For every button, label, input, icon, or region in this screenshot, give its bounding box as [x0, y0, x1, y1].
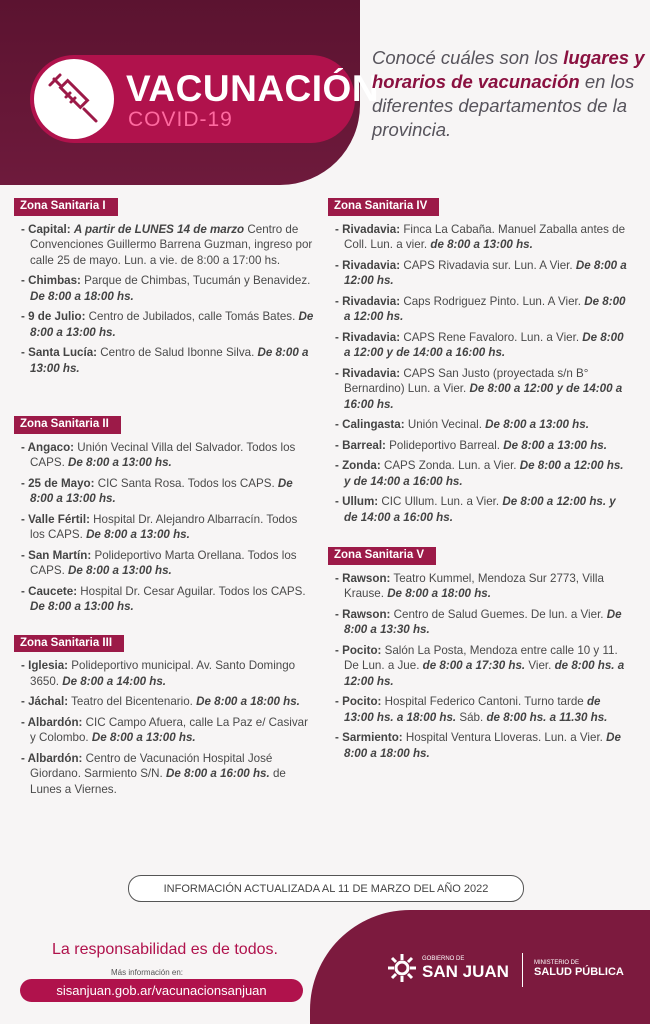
place-name: Albardón:: [27, 715, 83, 729]
intro-segment: lugares y horarios de vacunación: [372, 47, 645, 92]
location-text: Hospital Ventura Lloveras. Lun. a Vier.: [402, 731, 607, 744]
location-text: Caps Rodriguez Pinto. Lun. A Vier.: [400, 294, 585, 308]
schedule-hours: De 8:00 a 18:00 hs.: [196, 695, 300, 708]
location-text: Centro de Jubilados, calle Tomás Bates.: [85, 310, 299, 323]
san-juan-sun-icon: [386, 952, 418, 984]
place-name: San Martín:: [28, 548, 92, 562]
schedule-hours: de 13:00 hs. a 18:00 hs.: [344, 695, 601, 724]
zone-section: [328, 198, 628, 525]
schedule-hours: De 8:00 a 13:30 hs.: [344, 607, 622, 636]
location-text: Teatro del Bicentenario.: [68, 695, 197, 708]
place-name: Pocito:: [342, 643, 382, 657]
location-text: Polideportivo Marta Orellana. Todos los CAPS.: [30, 548, 297, 577]
schedule-hours: de 8:00 a 13:00 hs.: [430, 238, 533, 251]
schedule-hours: De 8:00 a 13:00 hs.: [30, 600, 134, 613]
place-name: Albardón:: [27, 751, 83, 765]
left-column: [14, 198, 314, 804]
location-text: Centro de Salud Guemes. De lun. a Vier.: [390, 607, 607, 621]
location-text: Hospital Federico Cantoni. Turno tarde: [381, 695, 587, 708]
schedule-hours: De 8:00 a 13:00 hs.: [30, 346, 309, 375]
place-name: Rawson:: [342, 607, 391, 621]
place-name: Rawson:: [342, 571, 391, 585]
schedule-hours: De 8:00 a 13:00 hs.: [30, 310, 314, 339]
location-entry: - Rawson: Teatro Kummel, Mendoza Sur 2773, Villa Krause. De 8:00 a 18:00 hs.: [335, 571, 604, 600]
zone-label: Zona Sanitaria II: [14, 416, 121, 434]
location-text: CAPS Zonda. Lun. a Vier.: [380, 459, 520, 472]
location-entry: - Calingasta: Unión Vecinal. De 8:00 a 13:00 hs.: [335, 418, 589, 431]
location-entry: - Ullum: CIC Ullum. Lun. a Vier. De 8:00 a 12:00 hs. y de 14:00 a 16:00 hs.: [335, 495, 616, 524]
schedule-hours: De 8:00 a 18:00 hs.: [387, 587, 491, 600]
schedule-hours: De 8:00 a 13:00 hs.: [68, 564, 172, 577]
responsibility-slogan: La responsabilidad es de todos.: [52, 941, 278, 958]
place-name: Rivadavia:: [342, 366, 401, 380]
schedule-hours: de 8:00 a 17:30 hs.: [422, 659, 526, 672]
location-entry: - Iglesia: Polideportivo municipal. Av. Santo Domingo 3650. De 8:00 a 14:00 hs.: [21, 659, 296, 688]
update-notice: INFORMACIÓN ACTUALIZADA AL 11 DE MARZO DEL AÑO 2022: [128, 875, 524, 902]
location-text: Sáb.: [456, 710, 487, 724]
place-name: Rivadavia:: [342, 222, 401, 236]
location-entry: - Albardón: CIC Campo Afuera, calle La Paz e/ Casivar y Colombo. De 8:00 a 13:00 hs.: [21, 715, 308, 744]
intro-text: [372, 46, 647, 142]
location-text: CIC Ullum. Lun. a Vier.: [378, 495, 503, 508]
location-text: Hospital Dr. Cesar Aguilar. Todos los CAPS.: [77, 584, 306, 598]
location-entry: - Santa Lucía: Centro de Salud Ibonne Silva. De 8:00 a 13:00 hs.: [21, 346, 309, 375]
san-juan-logo: [386, 952, 509, 984]
location-entry: - Sarmiento: Hospital Ventura Lloveras. Lun. a Vier. De 8:00 a 18:00 hs.: [335, 731, 621, 760]
right-column: [328, 198, 628, 768]
page-title: VACUNACIÓN: [126, 68, 380, 109]
location-text: Centro de Convenciones Guillermo Barrena Guzman, ingreso por calle 25 de mayo. Lun. a vie. de 8:00 a 17:00 hs.: [30, 222, 313, 267]
page-subtitle: COVID-19: [128, 108, 233, 131]
location-entry: - 25 de Mayo: CIC Santa Rosa. Todos los CAPS. De 8:00 a 13:00 hs.: [21, 476, 293, 505]
schedule-hours: A partir de LUNES 14 de marzo: [73, 222, 245, 236]
syringe-badge: [34, 59, 114, 139]
place-name: 25 de Mayo:: [28, 476, 95, 490]
location-entry: - Zonda: CAPS Zonda. Lun. a Vier. De 8:00 a 12:00 hs. y de 14:00 a 16:00 hs.: [335, 459, 624, 488]
location-entry: - Rivadavia: CAPS Rene Favaloro. Lun. a Vier. De 8:00 a 12:00 y de 14:00 a 16:00 hs.: [335, 330, 624, 359]
schedule-hours: De 8:00 a 13:00 hs.: [91, 731, 196, 744]
zone-label: Zona Sanitaria V: [328, 547, 436, 565]
location-entry: - Albardón: Centro de Vacunación Hospital José Giordano. Sarmiento S/N. De 8:00 a 16:00 hs. de Lunes a Viernes.: [21, 751, 286, 796]
place-name: Rivadavia:: [342, 294, 401, 308]
intro-segment: en los diferentes departamentos de la provincia.: [372, 71, 635, 140]
zone-section: [14, 198, 314, 376]
location-entry: - Pocito: Hospital Federico Cantoni. Turno tarde de 13:00 hs. a 18:00 hs. Sáb. de 8:00 hs. a 11.30 hs.: [335, 695, 608, 724]
place-name: Ullum:: [342, 495, 379, 508]
logo-divider: [522, 953, 523, 987]
location-entry: - Caucete: Hospital Dr. Cesar Aguilar. Todos los CAPS. De 8:00 a 13:00 hs.: [21, 584, 306, 613]
location-entry: - Chimbas: Parque de Chimbas, Tucumán y Benavidez. De 8:00 a 18:00 hs.: [21, 274, 311, 303]
zone-label: Zona Sanitaria IV: [328, 198, 439, 216]
zone-section: [328, 547, 628, 761]
place-name: Caucete:: [28, 584, 78, 598]
location-text: Centro de Salud Ibonne Silva.: [97, 346, 258, 359]
zone-section: [14, 416, 314, 615]
location-text: CIC Santa Rosa. Todos los CAPS.: [94, 476, 278, 490]
location-entry: - Barreal: Polideportivo Barreal. De 8:00 a 13:00 hs.: [335, 438, 607, 452]
zone-label: Zona Sanitaria III: [14, 635, 124, 653]
schedule-hours: De 8:00 a 12:00 hs.: [344, 258, 627, 287]
location-entry: - Rivadavia: Caps Rodriguez Pinto. Lun. A Vier. De 8:00 a 12:00 hs.: [335, 294, 626, 323]
place-name: Iglesia:: [28, 659, 69, 672]
ministry-logo: [534, 960, 624, 978]
place-name: Angaco:: [27, 440, 75, 454]
location-text: Polideportivo Barreal.: [385, 438, 504, 452]
place-name: Chimbas:: [28, 274, 81, 287]
place-name: Barreal:: [342, 438, 386, 452]
location-entry: - Capital: A partir de LUNES 14 de marzo Centro de Convenciones Guillermo Barrena Guzman, ingreso por calle 25 de mayo. Lun. a vie. de 8:00 a 17:00 hs.: [21, 222, 313, 267]
schedule-hours: De 8:00 a 18:00 hs.: [30, 289, 134, 303]
location-text: Centro de Vacunación Hospital José Giordano. Sarmiento S/N.: [30, 751, 273, 780]
location-text: Polideportivo municipal. Av. Santo Domingo 3650.: [30, 659, 296, 688]
place-name: Capital:: [28, 222, 71, 236]
location-entry: - Valle Fértil: Hospital Dr. Alejandro Albarracín. Todos los CAPS. De 8:00 a 13:00 hs.: [21, 512, 298, 541]
more-info-label: Más información en:: [111, 968, 184, 977]
location-text: Finca La Cabaña. Manuel Zaballa antes de Coll. Lun. a vier.: [344, 222, 626, 251]
place-name: Pocito:: [342, 695, 382, 708]
location-text: CAPS Rivadavia sur. Lun. A Vier.: [400, 258, 576, 272]
place-name: Sarmiento:: [342, 731, 403, 744]
syringe-icon: [46, 71, 102, 127]
schedule-hours: De 8:00 a 12:00 y de 14:00 a 16:00 hs.: [344, 330, 624, 359]
gov-label: GOBIERNO DE: [422, 956, 465, 962]
location-text: Salón La Posta, Mendoza entre calle 10 y 11. De Lun. a Jue.: [344, 643, 618, 672]
place-name: Calingasta:: [342, 418, 405, 431]
schedule-hours: De 8:00 a 12:00 hs. y de 14:00 a 16:00 hs.: [344, 459, 624, 488]
place-name: Rivadavia:: [342, 258, 401, 272]
ministry-name: SALUD PÚBLICA: [534, 966, 624, 978]
location-text: CAPS Rene Favaloro. Lun. a Vier.: [400, 330, 583, 344]
location-entry: - Rawson: Centro de Salud Guemes. De lun. a Vier. De 8:00 a 13:30 hs.: [335, 607, 622, 636]
place-name: Jáchal:: [28, 695, 69, 708]
schedule-hours: De 8:00 a 16:00 hs.: [165, 767, 270, 780]
place-name: Santa Lucía:: [28, 346, 98, 359]
location-entry: - Pocito: Salón La Posta, Mendoza entre calle 10 y 11. De Lun. a Jue. de 8:00 a 17:30 hs. Vier. de 8:00 hs. a 12:00 hs.: [335, 643, 625, 688]
schedule-hours: De 8:00 a 13:00 hs.: [86, 528, 190, 541]
schedule-hours: de 8:00 hs. a 11.30 hs.: [486, 710, 608, 724]
zone-label: Zona Sanitaria I: [14, 198, 118, 216]
place-name: Valle Fértil:: [28, 512, 90, 526]
schedule-hours: De 8:00 a 12:00 y de 14:00 a 16:00 hs.: [344, 382, 623, 411]
zone-section: [14, 635, 314, 798]
location-text: Unión Vecinal.: [404, 418, 486, 431]
schedule-hours: De 8:00 a 18:00 hs.: [344, 731, 621, 760]
schedule-hours: De 8:00 a 13:00 hs.: [68, 456, 172, 469]
gov-name: SAN JUAN: [422, 962, 509, 981]
website-link[interactable]: sisanjuan.gob.ar/vacunacionsanjuan: [20, 979, 303, 1002]
location-text: Vier.: [525, 659, 555, 672]
location-entry: - Angaco: Unión Vecinal Villa del Salvador. Todos los CAPS. De 8:00 a 13:00 hs.: [21, 440, 296, 469]
place-name: 9 de Julio:: [28, 310, 86, 323]
schedule-hours: De 8:00 a 12:00 hs.: [344, 294, 626, 323]
location-entry: - Rivadavia: CAPS Rivadavia sur. Lun. A Vier. De 8:00 a 12:00 hs.: [335, 258, 627, 287]
place-name: Zonda:: [342, 459, 381, 472]
location-text: CAPS San Justo (proyectada s/n B° Bernardino) Lun. a Vier.: [344, 366, 589, 395]
schedule-hours: De 8:00 a 13:00 hs.: [503, 438, 607, 452]
place-name: Rivadavia:: [342, 330, 401, 344]
schedule-hours: De 8:00 a 13:00 hs.: [30, 476, 293, 505]
intro-segment: Conocé cuáles son los: [372, 47, 564, 68]
schedule-hours: De 8:00 a 13:00 hs.: [485, 418, 589, 431]
location-entry: - San Martín: Polideportivo Marta Orellana. Todos los CAPS. De 8:00 a 13:00 hs.: [21, 548, 297, 577]
schedule-hours: De 8:00 a 14:00 hs.: [62, 674, 166, 688]
location-text: Unión Vecinal Villa del Salvador. Todos los CAPS.: [30, 440, 296, 469]
location-entry: - Rivadavia: Finca La Cabaña. Manuel Zaballa antes de Coll. Lun. a vier. de 8:00 a 13:00 hs.: [335, 222, 626, 251]
ministry-label: MINISTERIO DE: [534, 960, 580, 966]
location-entry: - Rivadavia: CAPS San Justo (proyectada s/n B° Bernardino) Lun. a Vier. De 8:00 a 12:00 y de 14:00 a 16:00 hs.: [335, 366, 623, 411]
location-entry: - 9 de Julio: Centro de Jubilados, calle Tomás Bates. De 8:00 a 13:00 hs.: [21, 310, 314, 339]
schedule-hours: De 8:00 a 12:00 hs. y de 14:00 a 16:00 hs.: [344, 495, 616, 524]
location-entry: - Jáchal: Teatro del Bicentenario. De 8:00 a 18:00 hs.: [21, 695, 300, 708]
location-text: Hospital Dr. Alejandro Albarracín. Todos los CAPS.: [30, 512, 298, 541]
location-text: CIC Campo Afuera, calle La Paz e/ Casivar y Colombo.: [30, 715, 308, 744]
schedule-hours: de 8:00 hs. a 12:00 hs.: [344, 659, 625, 688]
location-text: de Lunes a Viernes.: [30, 767, 286, 796]
location-text: Teatro Kummel, Mendoza Sur 2773, Villa Krause.: [344, 571, 604, 600]
location-text: Parque de Chimbas, Tucumán y Benavidez.: [80, 274, 311, 287]
